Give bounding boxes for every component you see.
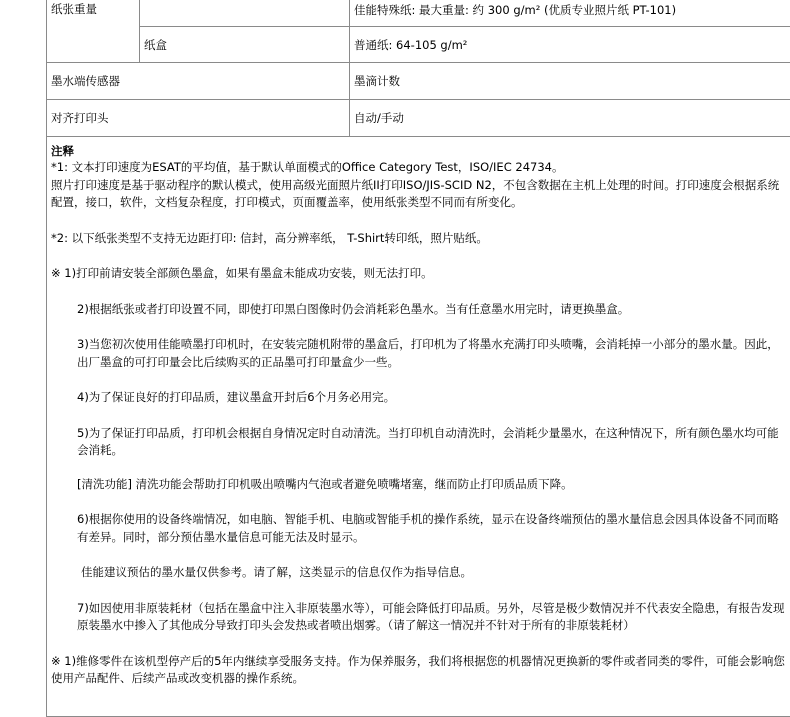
spec-row-head-align bbox=[47, 100, 790, 137]
head-align-label: 对齐打印头 bbox=[47, 100, 350, 137]
caution-2: 2)根据纸张或者打印设置不同，即使打印黑白图像时仍会消耗彩色墨水。当有任意墨水用完时，请更换墨盒。 bbox=[51, 301, 786, 319]
service-note: ※ 1)维修零件在该机型停产后的5年内继续享受服务支持。作为保养服务，我们将根据您的机器情况更换新的零件或者同类的零件，可能会影响您使用产品配件、后续产品或改变机器的操作系统。 bbox=[51, 653, 786, 688]
note-1-text-speed: *1: 文本打印速度为ESAT的平均值，基于默认单面模式的Office Category Test，ISO/IEC 24734。 bbox=[51, 159, 786, 177]
caution-6-reference: 佳能建议预估的墨水量仅供参考。请了解，这类显示的信息仅作为指导信息。 bbox=[51, 564, 786, 582]
caution-5: 5)为了保证打印品质，打印机会根据自身情况定时自动清洗。当打印机自动清洗时，会消耗少量墨水，在这种情况下，所有颜色墨水均可能会消耗。 bbox=[51, 425, 786, 460]
head-align-value: 自动/手动 bbox=[350, 100, 790, 137]
caution-6: 6)根据你使用的设备终端情况，如电脑、智能手机、电脑或智能手机的操作系统，显示在设备终端预估的墨水量信息会因具体设备不同而略有差异。同时，部分预估墨水量信息可能无法及时显示。 bbox=[51, 511, 786, 546]
note-1-photo-speed: 照片打印速度是基于驱动程序的默认模式，使用高级光面照片纸II打印ISO/JIS-SCID N2，不包含数据在主机上处理的时间。打印速度会根据系统配置，接口，软件，文档复杂程度，打印模式，页面覆盖率，使用纸张类型不同而有所变化。 bbox=[51, 177, 786, 212]
plain-paper-value: 普通纸: 64-105 g/m² bbox=[350, 27, 790, 63]
spec-table bbox=[46, 0, 790, 717]
caution-4: 4)为了保证良好的打印品质，建议墨盒开封后6个月务必用完。 bbox=[51, 389, 786, 407]
spec-row-ink-sensor bbox=[47, 63, 790, 100]
caution-7: 7)如因使用非原装耗材（包括在墨盒中注入非原装墨水等），可能会降低打印品质。另外，尽管是极少数情况并不代表安全隐患，有报告发现原装墨水中掺入了其他成分导致打印头会发热或者喷出烟雾。（请了解这一情况并不针对于所有的非原装耗材） bbox=[51, 600, 786, 635]
ink-sensor-value: 墨滴计数 bbox=[350, 63, 790, 100]
notes-row bbox=[47, 137, 790, 717]
spec-row-special-paper bbox=[47, 0, 790, 27]
cleaning-function: [清洗功能] 清洗功能会帮助打印机吸出喷嘴内气泡或者避免喷嘴堵塞，继而防止打印质品质下降。 bbox=[51, 476, 786, 494]
spec-row-plain-paper bbox=[47, 27, 790, 63]
paper-weight-label: 纸张重量 bbox=[47, 0, 140, 63]
cassette-label: 纸盒 bbox=[140, 27, 350, 63]
caution-1: ※ 1)打印前请安装全部颜色墨盒，如果有墨盒未能成功安装，则无法打印。 bbox=[51, 265, 786, 283]
caution-3: 3)当您初次使用佳能喷墨打印机时，在安装完随机附带的墨盒后，打印机为了将墨水充满打印头喷嘴，会消耗掉一小部分的墨水量。因此，出厂墨盒的可打印量会比后续购买的正品墨可打印量盒少一些。 bbox=[51, 336, 786, 371]
special-paper-text: 佳能特殊纸: 最大重量: 约 300 g/m² (优质专业照片纸 PT-101) bbox=[354, 3, 676, 17]
ink-sensor-label: 墨水端传感器 bbox=[47, 63, 350, 100]
notes-cell bbox=[47, 137, 790, 717]
special-paper-value bbox=[350, 0, 790, 27]
note-2-borderless: *2: 以下纸张类型不支持无边距打印: 信封，高分辨率纸， T-Shirt转印纸，照片贴纸。 bbox=[51, 230, 786, 248]
notes-title: 注释 bbox=[51, 143, 786, 159]
spec-empty-cell bbox=[140, 0, 350, 27]
